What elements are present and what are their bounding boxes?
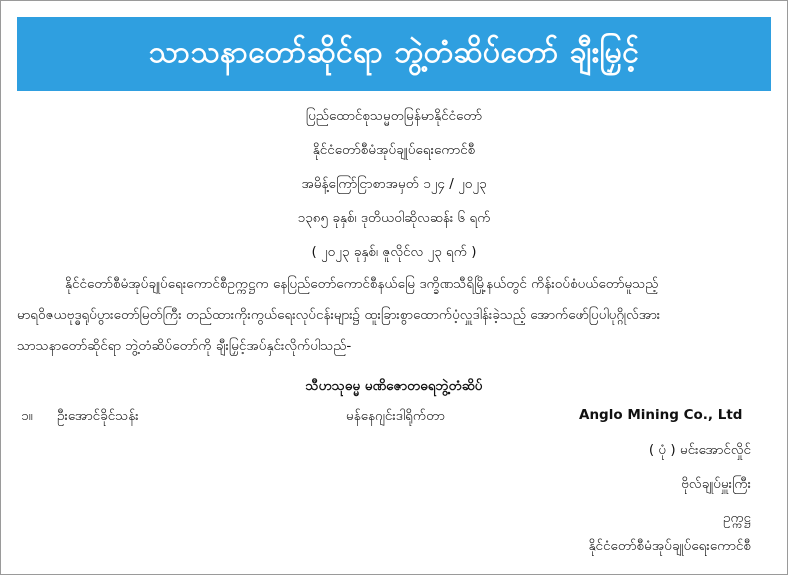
signature-title: ဥက္ကဋ္ဌ [722,510,751,526]
recipient-company: Anglo Mining Co., Ltd [579,407,743,423]
republic-heading: ပြည်ထောင်စုသမ္မတမြန်မာနိုင်ငံတော် [305,108,483,124]
recipient-name: ဦးအောင်ခိုင်သန်း [57,408,139,424]
recipient-position: မန်နေဂျင်းဒါရိုက်တာ [346,408,445,424]
banner-title: သာသနာတော်ဆိုင်ရာ ဘွဲ့တံဆိပ်တော် ချီးမြှင့် [148,34,640,70]
gregorian-date: ( ၂၀၂၃ ခုနှစ်၊ ဇူလိုင်လ ၂၃ ရက် ) [311,244,477,260]
signature-name: ( ပုံ ) မင်းအောင်လှိုင် [648,442,751,458]
body-line-3: သာသနာတော်ဆိုင်ရာ ဘွဲ့တံဆိပ်တော်ကို ချီးမြှင့်အပ်နှင်းလိုက်ပါသည်- [17,338,352,354]
title-banner [17,17,771,91]
body-line-1: နိုင်ငံတော်စီမံအုပ်ချုပ်ရေးကောင်စီဥက္ကဋ္ဌက နေပြည်တော်ကောင်စီနယ်မြေ ဒက္ခိဏသီရိမြို့နယ်တွင် ကိန်းဝပ်စံပယ်တော်မူသည့် [65,276,659,292]
council-heading: နိုင်ငံတော်စီမံအုပ်ချုပ်ရေးကောင်စီ [312,142,476,158]
body-line-2: မာရဝိဇယဗုဒ္ဓရုပ်ပွားတော်မြတ်ကြီး တည်ထားကိုးကွယ်ရေးလုပ်ငန်းများ၌ ထူးခြားစွာထောက်ပံ့လှူဒါန်းခဲ့သည့် အောက်ဖော်ပြပါပုဂ္ဂိုလ်အား [17,307,661,323]
order-number: အမိန့်ကြော်ငြာစာအမှတ် ၁၂၄ / ၂၀၂၃ [301,176,487,192]
myanmar-date: ၁၃၈၅ ခုနှစ်၊ ဒုတိယဝါဆိုလဆန်း ၆ ရက် [297,210,491,226]
signature-rank: ဗိုလ်ချုပ်မှူးကြီး [681,476,751,492]
signature-council: နိုင်ငံတော်စီမံအုပ်ချုပ်ရေးကောင်စီ [588,538,751,554]
body-paragraph [17,269,771,362]
recipient-number: ၁။ [21,408,33,424]
award-title: သီဟသုဓမ္မ မဏိဇောတဓရဘွဲ့တံဆိပ် [305,378,483,394]
